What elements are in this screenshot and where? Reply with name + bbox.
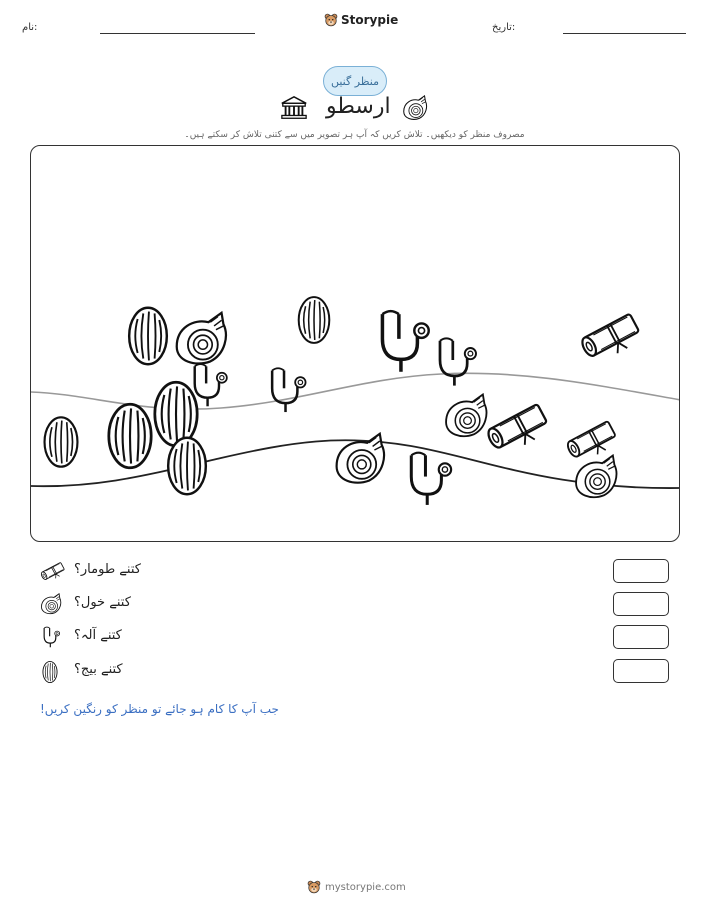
answer-box[interactable]: [613, 592, 669, 616]
footer-note: جب آپ کا کام ہو جائے تو منظر کو رنگین کریں!: [40, 702, 279, 716]
seed: [129, 308, 167, 364]
stethoscope-icon: [40, 626, 62, 650]
page-title: ارسطو: [326, 94, 391, 119]
question-text: کتنے طومار؟: [74, 562, 141, 577]
question-row: [0, 625, 709, 651]
answer-box[interactable]: [613, 625, 669, 649]
shell-icon: [40, 593, 62, 615]
question-text: کتنے آلہ؟: [74, 628, 122, 643]
instructions: مصروف منظر کو دیکھیں۔ تلاش کریں کہ آپ ہر تصویر میں سے کتنی تلاش کر سکتے ہیں۔: [184, 130, 525, 140]
site-footer: [307, 880, 406, 894]
shell: [446, 395, 486, 437]
shell-icon: [402, 95, 428, 121]
question-text: کتنے بیج؟: [74, 662, 123, 677]
scene-drawing: [31, 146, 680, 542]
brand-name: Storypie: [341, 13, 399, 27]
seed: [155, 382, 197, 446]
stethoscope: [382, 311, 428, 372]
date-label: تاریخ:: [492, 22, 516, 33]
temple-icon: [280, 95, 308, 121]
date-line: [563, 33, 686, 34]
scroll: [580, 314, 644, 366]
scroll: [486, 404, 552, 458]
scene-picture: [30, 145, 680, 542]
site-url: mystorypie.com: [325, 881, 406, 893]
seed: [299, 297, 330, 343]
bear-logo-icon: [307, 880, 321, 894]
shell: [177, 313, 226, 364]
name-line: [100, 33, 255, 34]
shell: [576, 456, 616, 498]
stethoscope: [195, 364, 227, 406]
stethoscope: [411, 453, 451, 505]
seed: [168, 438, 206, 494]
brand: [324, 13, 398, 27]
scroll-icon: [40, 560, 66, 582]
question-row: [0, 559, 709, 585]
name-label: نام:: [22, 22, 38, 33]
stethoscope: [440, 338, 476, 385]
question-row: [0, 659, 709, 685]
category-badge: منظر گنیں: [323, 66, 387, 96]
seed: [109, 404, 151, 468]
answer-box[interactable]: [613, 659, 669, 683]
seed: [45, 417, 78, 466]
title-row: [0, 94, 709, 122]
stethoscope: [272, 368, 305, 412]
seed-icon: [40, 660, 60, 684]
question-text: کتنے خول؟: [74, 595, 131, 610]
bear-logo-icon: [324, 13, 338, 27]
question-row: [0, 592, 709, 618]
answer-box[interactable]: [613, 559, 669, 583]
